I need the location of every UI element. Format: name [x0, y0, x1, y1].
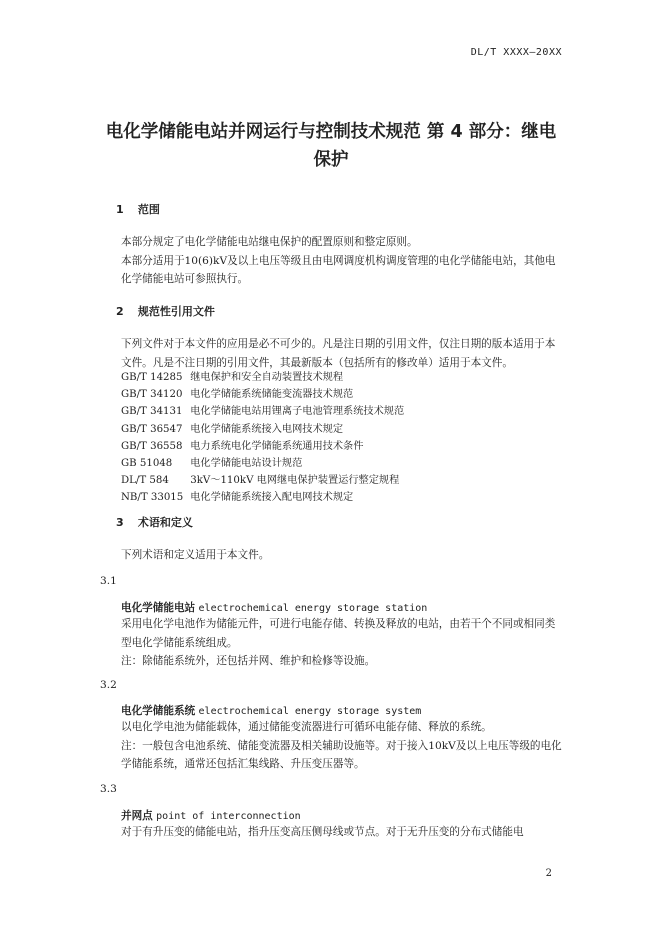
reference-code: GB 51048 — [121, 458, 173, 470]
normative-intro-text: 下列文件对于本文件的应用是必不可少的。凡是注日期的引用文件，仅注日期的版本适用于本文件。凡是不注日期的引用文件，其最新版本（包括所有的修改单）适用于本文件。 — [121, 338, 556, 369]
reference-code: DL/T 584 — [121, 475, 169, 487]
term-number: 3.2 — [100, 679, 117, 691]
reference-item — [121, 403, 404, 420]
reference-item — [121, 369, 404, 386]
reference-item — [121, 421, 404, 438]
normative-intro — [100, 335, 562, 372]
term-definition-text: 采用电化学电池作为储能元件，可进行电能存储、转换及释放的电站，由若干个不同或相同类型电化学储能系统组成。 — [121, 618, 556, 649]
reference-title: 继电保护和安全自动装置技术规程 — [190, 372, 344, 383]
page-number: 2 — [545, 868, 552, 879]
reference-code: GB/T 36547 — [121, 423, 183, 435]
section-1-heading — [116, 201, 160, 217]
reference-code: GB/T 36558 — [121, 440, 183, 452]
reference-title: 电化学储能系统接入电网技术规定 — [190, 423, 344, 435]
term-en: electrochemical energy storage system — [198, 706, 422, 717]
section-number: 2 — [116, 305, 124, 318]
term-zh: 电化学储能电站 — [121, 602, 196, 614]
section-title: 范围 — [137, 203, 160, 216]
section-title: 规范性引用文件 — [137, 305, 215, 318]
term-number: 3.1 — [100, 575, 117, 587]
reference-title: 电化学储能系统接入配电网技术规定 — [190, 492, 354, 504]
term-note: 注：除储能系统外，还包括并网、维护和检修等设施。 — [121, 655, 376, 667]
reference-item — [121, 489, 404, 506]
term-zh: 并网点 — [121, 810, 153, 822]
terms-intro — [100, 546, 562, 565]
reference-code: GB/T 14285 — [121, 372, 183, 383]
term-number: 3.3 — [100, 783, 117, 795]
reference-item — [121, 438, 404, 455]
term-heading — [121, 600, 427, 615]
reference-title: 电化学储能电站用锂离子电池管理系统技术规范 — [190, 406, 405, 418]
section-title: 术语和定义 — [137, 516, 193, 529]
reference-title: 3kV～110kV 电网继电保护装置运行整定规程 — [190, 475, 400, 487]
section-number: 1 — [116, 203, 124, 216]
doc-code-header: DL/T XXXX—20XX — [470, 47, 562, 58]
term-definition-text: 对于有升压变的储能电站，指升压变高压侧母线或节点。对于无升压变的分布式储能电 — [121, 826, 524, 838]
section-3-heading — [116, 514, 193, 530]
section-2-heading — [116, 303, 215, 319]
term-en: point of interconnection — [156, 811, 301, 822]
term-note: 注：一般包含电池系统、储能变流器及相关辅助设施等。对于接入10kV及以上电压等级的电化学储能系统，通常还包括汇集线路、升压变压器等。 — [121, 739, 562, 770]
reference-list — [121, 369, 404, 507]
reference-code: GB/T 34131 — [121, 406, 183, 418]
term-heading — [121, 808, 301, 823]
scope-paragraph-2: 本部分适用于10(6)kV及以上电压等级且由电网调度机构调度管理的电化学储能电站，其他电化学储能电站可参照执行。 — [121, 254, 556, 285]
scope-paragraph-1: 本部分规定了电化学储能电站继电保护的配置原则和整定原则。 — [121, 236, 418, 248]
term-zh: 电化学储能系统 — [121, 705, 196, 717]
term-definition — [100, 718, 562, 774]
reference-title: 电化学储能电站设计规范 — [190, 458, 303, 470]
reference-code: NB/T 33015 — [121, 492, 184, 504]
reference-title: 电力系统电化学储能系统通用技术条件 — [190, 440, 364, 452]
term-en: electrochemical energy storage station — [198, 603, 428, 614]
terms-intro-text: 下列术语和定义适用于本文件。 — [121, 549, 270, 561]
reference-item — [121, 472, 404, 489]
scope-text — [100, 233, 562, 289]
document-title: 电化学储能电站并网运行与控制技术规范 第 4 部分：继电保护 — [105, 122, 557, 170]
term-definition-text: 以电化学电池为储能载体，通过储能变流器进行可循环电能存储、释放的系统。 — [121, 721, 492, 733]
section-number: 3 — [116, 516, 124, 529]
reference-item — [121, 386, 404, 403]
term-definition — [100, 615, 562, 671]
reference-item — [121, 455, 404, 472]
reference-title: 电化学储能系统储能变流器技术规范 — [190, 389, 354, 401]
reference-code: GB/T 34120 — [121, 389, 183, 401]
term-definition — [100, 823, 562, 842]
term-heading — [121, 703, 421, 718]
